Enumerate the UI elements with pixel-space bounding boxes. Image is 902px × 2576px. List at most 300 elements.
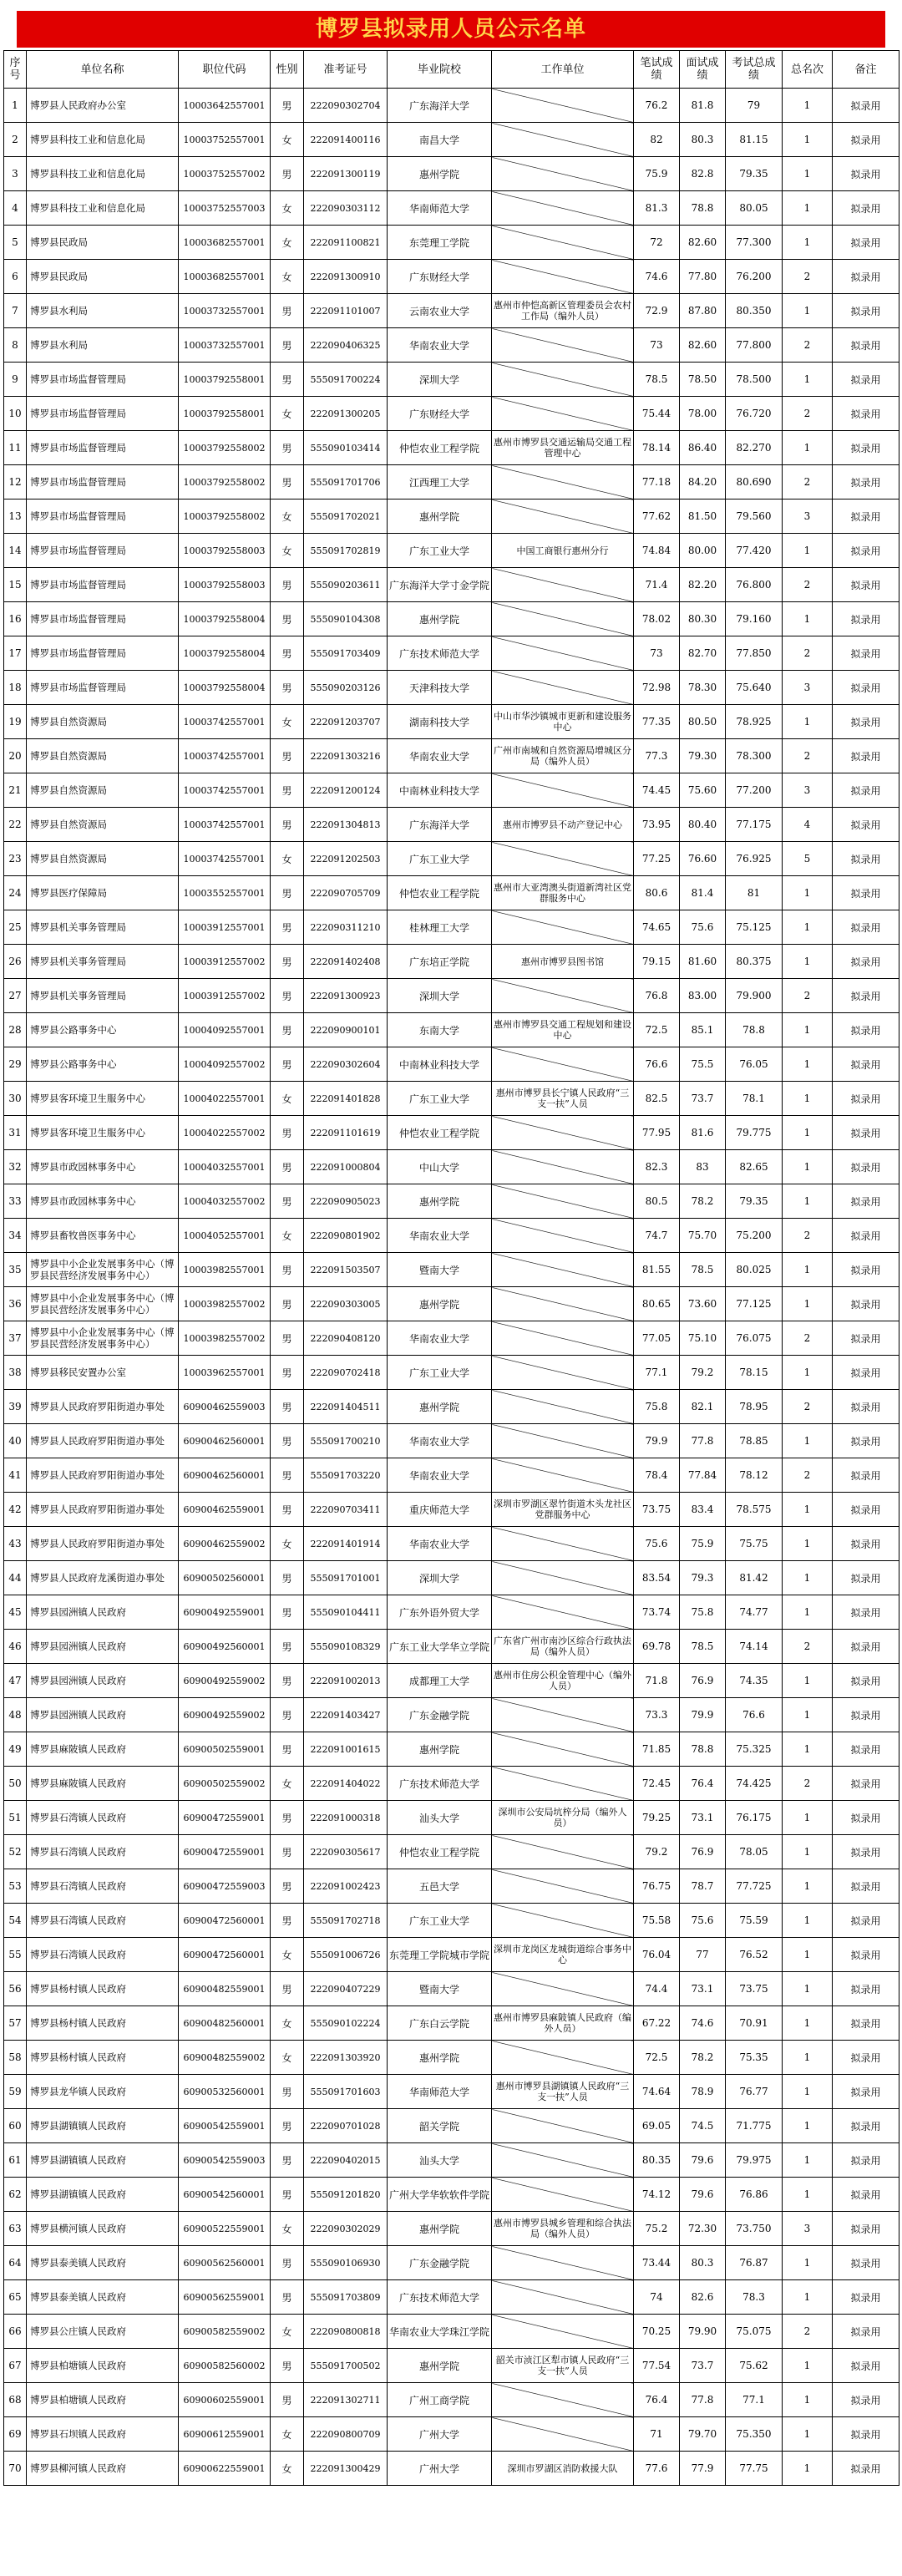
column-header-gender: 性别 <box>271 51 304 89</box>
cell-written: 79.9 <box>634 1424 680 1458</box>
cell-ticket: 222091100821 <box>304 226 388 260</box>
cell-work <box>492 1253 634 1287</box>
cell-ticket: 555090108329 <box>304 1630 388 1664</box>
cell-code: 60900492560001 <box>179 1630 271 1664</box>
table-row <box>4 363 899 397</box>
cell-written: 74.12 <box>634 2178 680 2212</box>
cell-written: 77.25 <box>634 842 680 876</box>
cell-school: 惠州学院 <box>388 157 492 191</box>
cell-unit: 博罗县柳河镇人民政府 <box>27 2452 179 2486</box>
cell-note: 拟录用 <box>833 2246 899 2280</box>
cell-unit: 博罗县人民政府办公室 <box>27 89 179 123</box>
cell-rank: 2 <box>783 636 833 671</box>
cell-rank: 1 <box>783 945 833 979</box>
cell-unit: 博罗县湖镇镇人民政府 <box>27 2143 179 2178</box>
cell-ticket: 222090302029 <box>304 2212 388 2246</box>
cell-code: 10004022557002 <box>179 1116 271 1150</box>
cell-school: 华南农业大学 <box>388 1424 492 1458</box>
cell-gender: 男 <box>271 89 304 123</box>
cell-unit: 博罗县科技工业和信息化局 <box>27 157 179 191</box>
cell-unit: 博罗县石湾镇人民政府 <box>27 1801 179 1835</box>
column-header-interview: 面试成绩 <box>680 51 726 89</box>
cell-seq: 58 <box>4 2041 27 2075</box>
cell-seq: 20 <box>4 739 27 773</box>
table-row <box>4 1595 899 1630</box>
cell-note: 拟录用 <box>833 226 899 260</box>
cell-written: 75.8 <box>634 1390 680 1424</box>
cell-code: 60900472559001 <box>179 1801 271 1835</box>
candidate-table <box>3 50 899 2486</box>
cell-code: 10003912557002 <box>179 945 271 979</box>
table-row <box>4 1972 899 2006</box>
cell-rank: 2 <box>783 1630 833 1664</box>
cell-rank: 1 <box>783 89 833 123</box>
cell-code: 10003792558001 <box>179 397 271 431</box>
cell-rank: 1 <box>783 2006 833 2041</box>
cell-interview: 79.30 <box>680 739 726 773</box>
cell-ticket: 222091404511 <box>304 1390 388 1424</box>
table-header-row <box>4 51 899 89</box>
cell-note: 拟录用 <box>833 1595 899 1630</box>
cell-interview: 78.9 <box>680 2075 726 2109</box>
cell-interview: 79.2 <box>680 1356 726 1390</box>
cell-ticket: 222090303112 <box>304 191 388 226</box>
cell-written: 78.4 <box>634 1458 680 1493</box>
cell-seq: 14 <box>4 534 27 568</box>
cell-interview: 78.2 <box>680 2041 726 2075</box>
cell-unit: 博罗县人民政府罗阳街道办事处 <box>27 1493 179 1527</box>
cell-written: 71 <box>634 2417 680 2452</box>
cell-written: 67.22 <box>634 2006 680 2041</box>
cell-written: 72.98 <box>634 671 680 705</box>
cell-rank: 1 <box>783 2041 833 2075</box>
table-row <box>4 2383 899 2417</box>
cell-gender: 男 <box>271 1904 304 1938</box>
cell-work: 惠州市博罗县长宁镇人民政府“三支一扶”人员 <box>492 1082 634 1116</box>
cell-total: 82.270 <box>726 431 783 465</box>
cell-note: 拟录用 <box>833 2212 899 2246</box>
cell-ticket: 555091701603 <box>304 2075 388 2109</box>
cell-ticket: 555091700210 <box>304 1424 388 1458</box>
cell-seq: 44 <box>4 1561 27 1595</box>
cell-interview: 82.60 <box>680 226 726 260</box>
cell-unit: 博罗县民政局 <box>27 226 179 260</box>
cell-unit: 博罗县人民政府罗阳街道办事处 <box>27 1424 179 1458</box>
cell-note: 拟录用 <box>833 1527 899 1561</box>
cell-gender: 男 <box>271 2109 304 2143</box>
cell-ticket: 555091700502 <box>304 2349 388 2383</box>
cell-work <box>492 2417 634 2452</box>
cell-unit: 博罗县园洲镇人民政府 <box>27 1698 179 1732</box>
cell-note: 拟录用 <box>833 2315 899 2349</box>
table-row <box>4 1013 899 1047</box>
cell-note: 拟录用 <box>833 363 899 397</box>
cell-interview: 75.60 <box>680 773 726 808</box>
cell-code: 60900612559001 <box>179 2417 271 2452</box>
cell-code: 10003742557001 <box>179 808 271 842</box>
cell-written: 74.4 <box>634 1972 680 2006</box>
cell-unit: 博罗县人民政府罗阳街道办事处 <box>27 1458 179 1493</box>
cell-rank: 1 <box>783 2246 833 2280</box>
cell-rank: 1 <box>783 1801 833 1835</box>
cell-gender: 男 <box>271 2178 304 2212</box>
cell-school: 仲恺农业工程学院 <box>388 1116 492 1150</box>
cell-school: 广东工业大学 <box>388 1356 492 1390</box>
table-row <box>4 2212 899 2246</box>
cell-work <box>492 499 634 534</box>
cell-gender: 男 <box>271 2349 304 2383</box>
cell-seq: 19 <box>4 705 27 739</box>
cell-rank: 2 <box>783 328 833 363</box>
cell-school: 惠州学院 <box>388 499 492 534</box>
cell-school: 华南农业大学珠江学院 <box>388 2315 492 2349</box>
cell-seq: 64 <box>4 2246 27 2280</box>
cell-ticket: 222090407229 <box>304 1972 388 2006</box>
cell-school: 广东工业大学 <box>388 1904 492 1938</box>
cell-school: 广州大学 <box>388 2417 492 2452</box>
cell-written: 71.8 <box>634 1664 680 1698</box>
cell-total: 81.15 <box>726 123 783 157</box>
cell-note: 拟录用 <box>833 1972 899 2006</box>
cell-work <box>492 397 634 431</box>
cell-gender: 女 <box>271 397 304 431</box>
cell-gender: 男 <box>271 1150 304 1184</box>
cell-unit: 博罗县客环境卫生服务中心 <box>27 1116 179 1150</box>
cell-gender: 男 <box>271 808 304 842</box>
cell-written: 77.54 <box>634 2349 680 2383</box>
cell-ticket: 555091702021 <box>304 499 388 534</box>
cell-note: 拟录用 <box>833 294 899 328</box>
cell-school: 广东海洋大学 <box>388 808 492 842</box>
cell-seq: 17 <box>4 636 27 671</box>
cell-work <box>492 636 634 671</box>
cell-ticket: 222091001615 <box>304 1732 388 1767</box>
cell-note: 拟录用 <box>833 1732 899 1767</box>
table-row <box>4 1904 899 1938</box>
cell-interview: 78.50 <box>680 363 726 397</box>
cell-interview: 73.7 <box>680 1082 726 1116</box>
cell-total: 71.775 <box>726 2109 783 2143</box>
cell-work <box>492 1047 634 1082</box>
cell-note: 拟录用 <box>833 773 899 808</box>
cell-total: 75.350 <box>726 2417 783 2452</box>
cell-total: 77.800 <box>726 328 783 363</box>
table-row <box>4 1116 899 1150</box>
table-row <box>4 979 899 1013</box>
cell-ticket: 222091203707 <box>304 705 388 739</box>
cell-school: 惠州学院 <box>388 1732 492 1767</box>
table-row <box>4 1390 899 1424</box>
cell-gender: 男 <box>271 2246 304 2280</box>
cell-gender: 男 <box>271 1116 304 1150</box>
cell-interview: 76.9 <box>680 1835 726 1869</box>
cell-work <box>492 260 634 294</box>
cell-interview: 75.6 <box>680 1904 726 1938</box>
column-header-unit: 单位名称 <box>27 51 179 89</box>
cell-gender: 男 <box>271 945 304 979</box>
table-row <box>4 1219 899 1253</box>
cell-seq: 16 <box>4 602 27 636</box>
cell-total: 78.15 <box>726 1356 783 1390</box>
cell-interview: 77.8 <box>680 2383 726 2417</box>
cell-work <box>492 1972 634 2006</box>
cell-rank: 1 <box>783 1835 833 1869</box>
cell-total: 78.8 <box>726 1013 783 1047</box>
cell-unit: 博罗县石湾镇人民政府 <box>27 1835 179 1869</box>
cell-written: 74.65 <box>634 910 680 945</box>
cell-code: 10003732557001 <box>179 294 271 328</box>
cell-ticket: 222090800818 <box>304 2315 388 2349</box>
cell-written: 83.54 <box>634 1561 680 1595</box>
cell-seq: 33 <box>4 1184 27 1219</box>
cell-rank: 4 <box>783 808 833 842</box>
cell-interview: 72.30 <box>680 2212 726 2246</box>
cell-gender: 男 <box>271 1732 304 1767</box>
cell-code: 10003732557001 <box>179 328 271 363</box>
table-row <box>4 2109 899 2143</box>
cell-code: 60900532560001 <box>179 2075 271 2109</box>
cell-work <box>492 157 634 191</box>
cell-gender: 男 <box>271 1835 304 1869</box>
cell-total: 74.425 <box>726 1767 783 1801</box>
cell-unit: 博罗县市场监督管理局 <box>27 397 179 431</box>
cell-note: 拟录用 <box>833 2349 899 2383</box>
cell-ticket: 222091101619 <box>304 1116 388 1150</box>
cell-gender: 女 <box>271 191 304 226</box>
cell-unit: 博罗县中小企业发展事务中心（博罗县民营经济发展事务中心） <box>27 1321 179 1356</box>
cell-unit: 博罗县市场监督管理局 <box>27 636 179 671</box>
cell-gender: 男 <box>271 1458 304 1493</box>
cell-code: 10003792558004 <box>179 671 271 705</box>
table-row <box>4 1767 899 1801</box>
cell-written: 81.3 <box>634 191 680 226</box>
table-row <box>4 1321 899 1356</box>
cell-ticket: 222091002013 <box>304 1664 388 1698</box>
cell-work <box>492 602 634 636</box>
cell-total: 80.350 <box>726 294 783 328</box>
cell-work <box>492 1698 634 1732</box>
cell-gender: 女 <box>271 534 304 568</box>
cell-interview: 75.9 <box>680 1527 726 1561</box>
cell-work <box>492 1356 634 1390</box>
cell-interview: 81.8 <box>680 89 726 123</box>
cell-unit: 博罗县市场监督管理局 <box>27 568 179 602</box>
cell-written: 82.5 <box>634 1082 680 1116</box>
cell-total: 75.075 <box>726 2315 783 2349</box>
cell-gender: 男 <box>271 2075 304 2109</box>
cell-seq: 29 <box>4 1047 27 1082</box>
cell-gender: 男 <box>271 1801 304 1835</box>
cell-school: 广东技术师范大学 <box>388 2280 492 2315</box>
cell-gender: 女 <box>271 1527 304 1561</box>
cell-school: 重庆师范大学 <box>388 1493 492 1527</box>
table-row <box>4 2280 899 2315</box>
cell-note: 拟录用 <box>833 2383 899 2417</box>
cell-code: 60900492559001 <box>179 1595 271 1630</box>
cell-note: 拟录用 <box>833 1013 899 1047</box>
cell-seq: 67 <box>4 2349 27 2383</box>
cell-seq: 60 <box>4 2109 27 2143</box>
table-row <box>4 1356 899 1390</box>
cell-ticket: 222091403427 <box>304 1698 388 1732</box>
cell-unit: 博罗县科技工业和信息化局 <box>27 123 179 157</box>
cell-total: 70.91 <box>726 2006 783 2041</box>
cell-interview: 73.1 <box>680 1801 726 1835</box>
cell-work <box>492 1732 634 1767</box>
cell-gender: 男 <box>271 157 304 191</box>
cell-rank: 1 <box>783 1938 833 1972</box>
cell-rank: 2 <box>783 1390 833 1424</box>
cell-note: 拟录用 <box>833 945 899 979</box>
cell-ticket: 555090104411 <box>304 1595 388 1630</box>
cell-written: 73 <box>634 636 680 671</box>
cell-school: 湖南科技大学 <box>388 705 492 739</box>
cell-seq: 45 <box>4 1595 27 1630</box>
cell-code: 60900562560001 <box>179 2246 271 2280</box>
cell-interview: 74.5 <box>680 2109 726 2143</box>
cell-total: 77.200 <box>726 773 783 808</box>
cell-total: 76.175 <box>726 1801 783 1835</box>
cell-unit: 博罗县机关事务管理局 <box>27 979 179 1013</box>
cell-note: 拟录用 <box>833 1904 899 1938</box>
table-body <box>4 89 899 2486</box>
cell-unit: 博罗县科技工业和信息化局 <box>27 191 179 226</box>
cell-written: 76.6 <box>634 1047 680 1082</box>
cell-ticket: 222091503507 <box>304 1253 388 1287</box>
cell-written: 76.8 <box>634 979 680 1013</box>
cell-seq: 10 <box>4 397 27 431</box>
cell-unit: 博罗县杨村镇人民政府 <box>27 2006 179 2041</box>
cell-interview: 86.40 <box>680 431 726 465</box>
cell-gender: 女 <box>271 2315 304 2349</box>
cell-total: 76.6 <box>726 1698 783 1732</box>
table-row <box>4 294 899 328</box>
cell-gender: 男 <box>271 1253 304 1287</box>
cell-work: 惠州市博罗县湖镇镇人民政府“三支一扶”人员 <box>492 2075 634 2109</box>
column-header-work: 工作单位 <box>492 51 634 89</box>
table-row <box>4 1801 899 1835</box>
cell-unit: 博罗县公路事务中心 <box>27 1047 179 1082</box>
cell-code: 10003742557001 <box>179 739 271 773</box>
cell-code: 10003682557001 <box>179 226 271 260</box>
cell-code: 60900482560001 <box>179 2006 271 2041</box>
cell-rank: 2 <box>783 979 833 1013</box>
cell-rank: 1 <box>783 1972 833 2006</box>
cell-interview: 80.00 <box>680 534 726 568</box>
cell-school: 广州工商学院 <box>388 2383 492 2417</box>
cell-seq: 51 <box>4 1801 27 1835</box>
table-row <box>4 671 899 705</box>
cell-written: 75.58 <box>634 1904 680 1938</box>
column-header-school: 毕业院校 <box>388 51 492 89</box>
cell-seq: 31 <box>4 1116 27 1150</box>
cell-school: 汕头大学 <box>388 2143 492 2178</box>
cell-unit: 博罗县麻陂镇人民政府 <box>27 1767 179 1801</box>
cell-work <box>492 1219 634 1253</box>
cell-unit: 博罗县石湾镇人民政府 <box>27 1869 179 1904</box>
cell-code: 10004032557001 <box>179 1150 271 1184</box>
cell-total: 75.325 <box>726 1732 783 1767</box>
cell-ticket: 222091002423 <box>304 1869 388 1904</box>
cell-note: 拟录用 <box>833 1835 899 1869</box>
cell-ticket: 555090106930 <box>304 2246 388 2280</box>
cell-written: 69.05 <box>634 2109 680 2143</box>
table-row <box>4 89 899 123</box>
cell-gender: 男 <box>271 979 304 1013</box>
cell-note: 拟录用 <box>833 1047 899 1082</box>
cell-school: 广东培正学院 <box>388 945 492 979</box>
cell-code: 10003982557002 <box>179 1321 271 1356</box>
cell-unit: 博罗县人民政府罗阳街道办事处 <box>27 1390 179 1424</box>
cell-code: 60900502559002 <box>179 1767 271 1801</box>
cell-seq: 30 <box>4 1082 27 1116</box>
cell-rank: 2 <box>783 1767 833 1801</box>
cell-total: 77.725 <box>726 1869 783 1904</box>
table-row <box>4 123 899 157</box>
cell-school: 暨南大学 <box>388 1253 492 1287</box>
cell-work <box>492 1116 634 1150</box>
cell-total: 75.62 <box>726 2349 783 2383</box>
cell-school: 广东工业大学 <box>388 842 492 876</box>
cell-unit: 博罗县湖镇镇人民政府 <box>27 2109 179 2143</box>
cell-school: 中南林业科技大学 <box>388 773 492 808</box>
cell-total: 75.75 <box>726 1527 783 1561</box>
cell-code: 60900492559002 <box>179 1698 271 1732</box>
cell-unit: 博罗县横河镇人民政府 <box>27 2212 179 2246</box>
cell-total: 76.05 <box>726 1047 783 1082</box>
cell-interview: 82.60 <box>680 328 726 363</box>
cell-interview: 78.00 <box>680 397 726 431</box>
cell-school: 暨南大学 <box>388 1972 492 2006</box>
cell-gender: 女 <box>271 2041 304 2075</box>
cell-interview: 73.1 <box>680 1972 726 2006</box>
cell-work <box>492 2315 634 2349</box>
cell-school: 惠州学院 <box>388 2041 492 2075</box>
cell-ticket: 222091300119 <box>304 157 388 191</box>
cell-ticket: 555091703809 <box>304 2280 388 2315</box>
cell-note: 拟录用 <box>833 705 899 739</box>
cell-seq: 68 <box>4 2383 27 2417</box>
cell-gender: 女 <box>271 2452 304 2486</box>
cell-gender: 男 <box>271 328 304 363</box>
cell-code: 10003792558002 <box>179 465 271 499</box>
cell-seq: 54 <box>4 1904 27 1938</box>
cell-code: 60900522559001 <box>179 2212 271 2246</box>
cell-ticket: 222091300910 <box>304 260 388 294</box>
cell-interview: 79.3 <box>680 1561 726 1595</box>
cell-interview: 75.8 <box>680 1595 726 1630</box>
cell-interview: 82.8 <box>680 157 726 191</box>
cell-note: 拟录用 <box>833 568 899 602</box>
cell-total: 76.200 <box>726 260 783 294</box>
table-row <box>4 2178 899 2212</box>
cell-school: 华南农业大学 <box>388 1458 492 1493</box>
cell-rank: 1 <box>783 2452 833 2486</box>
cell-work: 广东省广州市南沙区综合行政执法局（编外人员） <box>492 1630 634 1664</box>
cell-rank: 1 <box>783 1116 833 1150</box>
cell-seq: 69 <box>4 2417 27 2452</box>
cell-unit: 博罗县畜牧兽医事务中心 <box>27 1219 179 1253</box>
cell-rank: 1 <box>783 2349 833 2383</box>
cell-school: 江西理工大学 <box>388 465 492 499</box>
cell-code: 60900582560002 <box>179 2349 271 2383</box>
cell-gender: 男 <box>271 671 304 705</box>
cell-rank: 2 <box>783 568 833 602</box>
cell-total: 79.160 <box>726 602 783 636</box>
cell-school: 广州大学 <box>388 2452 492 2486</box>
column-header-note: 备注 <box>833 51 899 89</box>
cell-unit: 博罗县自然资源局 <box>27 808 179 842</box>
